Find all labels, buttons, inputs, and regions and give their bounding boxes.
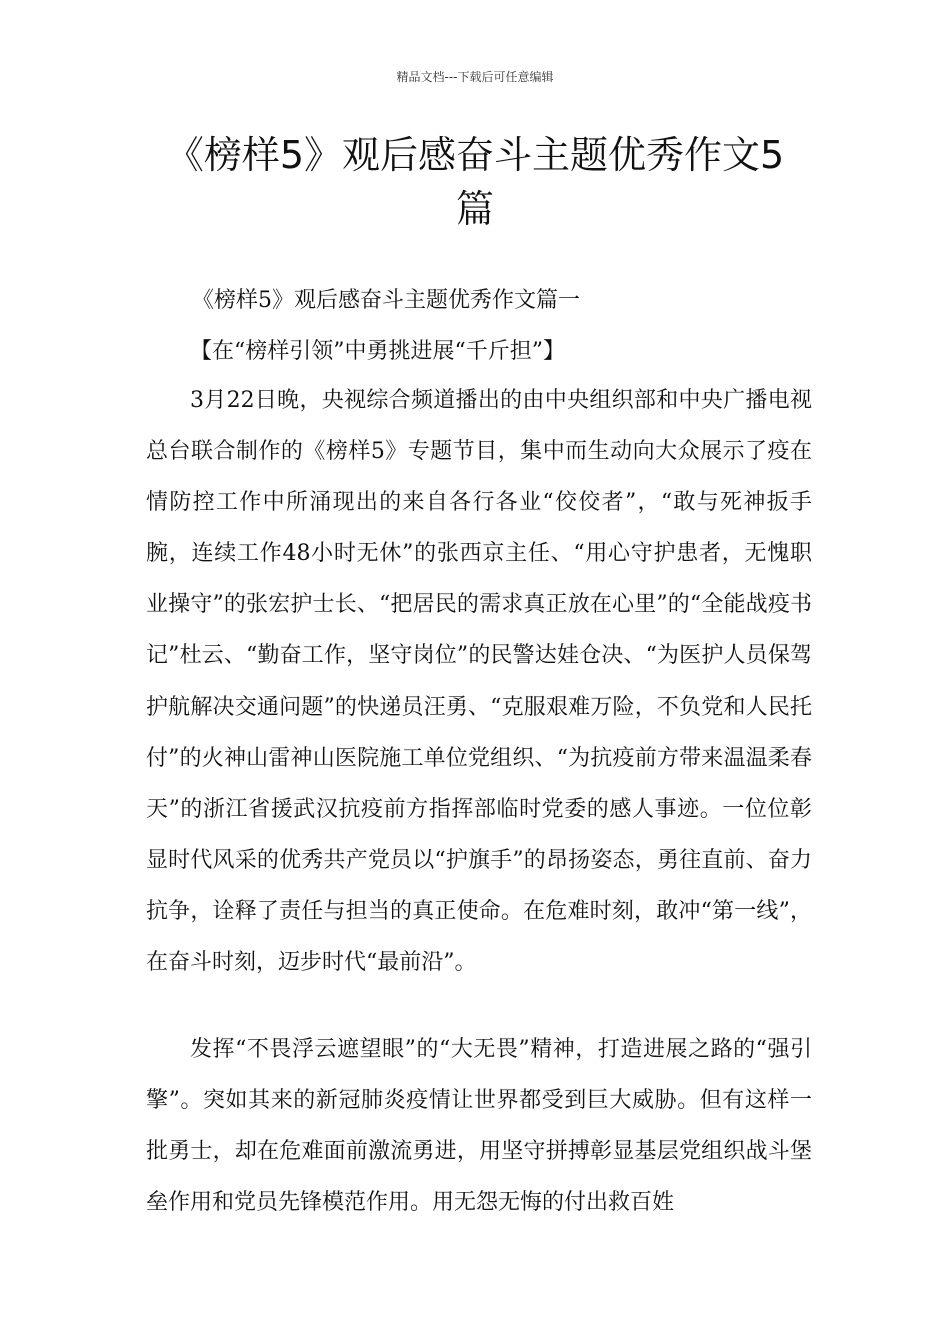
- section-title: 《榜样5》观后感奋斗主题优秀作文篇一: [192, 288, 580, 313]
- paragraph-1: 3月22日晚，央视综合频道播出的由中央组织部和中央广播电视总台联合制作的《榜样5》专题节目，集中而生动向大众展示了疫在情防控工作中所涌现出的来自各行各业“佼佼者”，“敢与死神扳手腕，连续工作48小时无休”的张西京主任、“用心守护患者，无愧职业操守”的张宏护士长、“把居民的需求真正放在心里”的“全能战疫书记”杜云、“勤奋工作，坚守岗位”的民警达娃仓决、“为医护人员保驾护航解决交通问题”的快递员汪勇、“克服艰难万险，不负党和人民托付”的火神山雷神山医院施工单位党组织、“为抗疫前方带来温温柔春天”的浙江省援武汉抗疫前方指挥部临时党委的感人事迹。一位位彰显时代风采的优秀共产党员以“护旗手”的昂扬姿态，勇往直前、奋力抗争，诠释了责任与担当的真正使命。在危难时刻，敢冲“第一线”，在奋斗时刻，迈步时代“最前沿”。: [146, 388, 812, 976]
- article-subheading: 【在“榜样引领”中勇挑进展“千斤担”】: [190, 339, 565, 364]
- paragraph-2: 发挥“不畏浮云遮望眼”的“大无畏”精神，打造进展之路的“强引擎”。突如其来的新冠肺炎疫情让世界都受到巨大威胁。但有这样一批勇士，却在危难面前激流勇进，用坚守拼搏彰显基层党组织战斗堡垒作用和党员先锋模范作用。用无怨无悔的付出救百姓: [146, 1037, 812, 1216]
- header-note: 精品文档---下载后可任意编辑: [396, 70, 554, 84]
- document-title: 《榜样5》观后感奋斗主题优秀作文5篇: [165, 133, 785, 231]
